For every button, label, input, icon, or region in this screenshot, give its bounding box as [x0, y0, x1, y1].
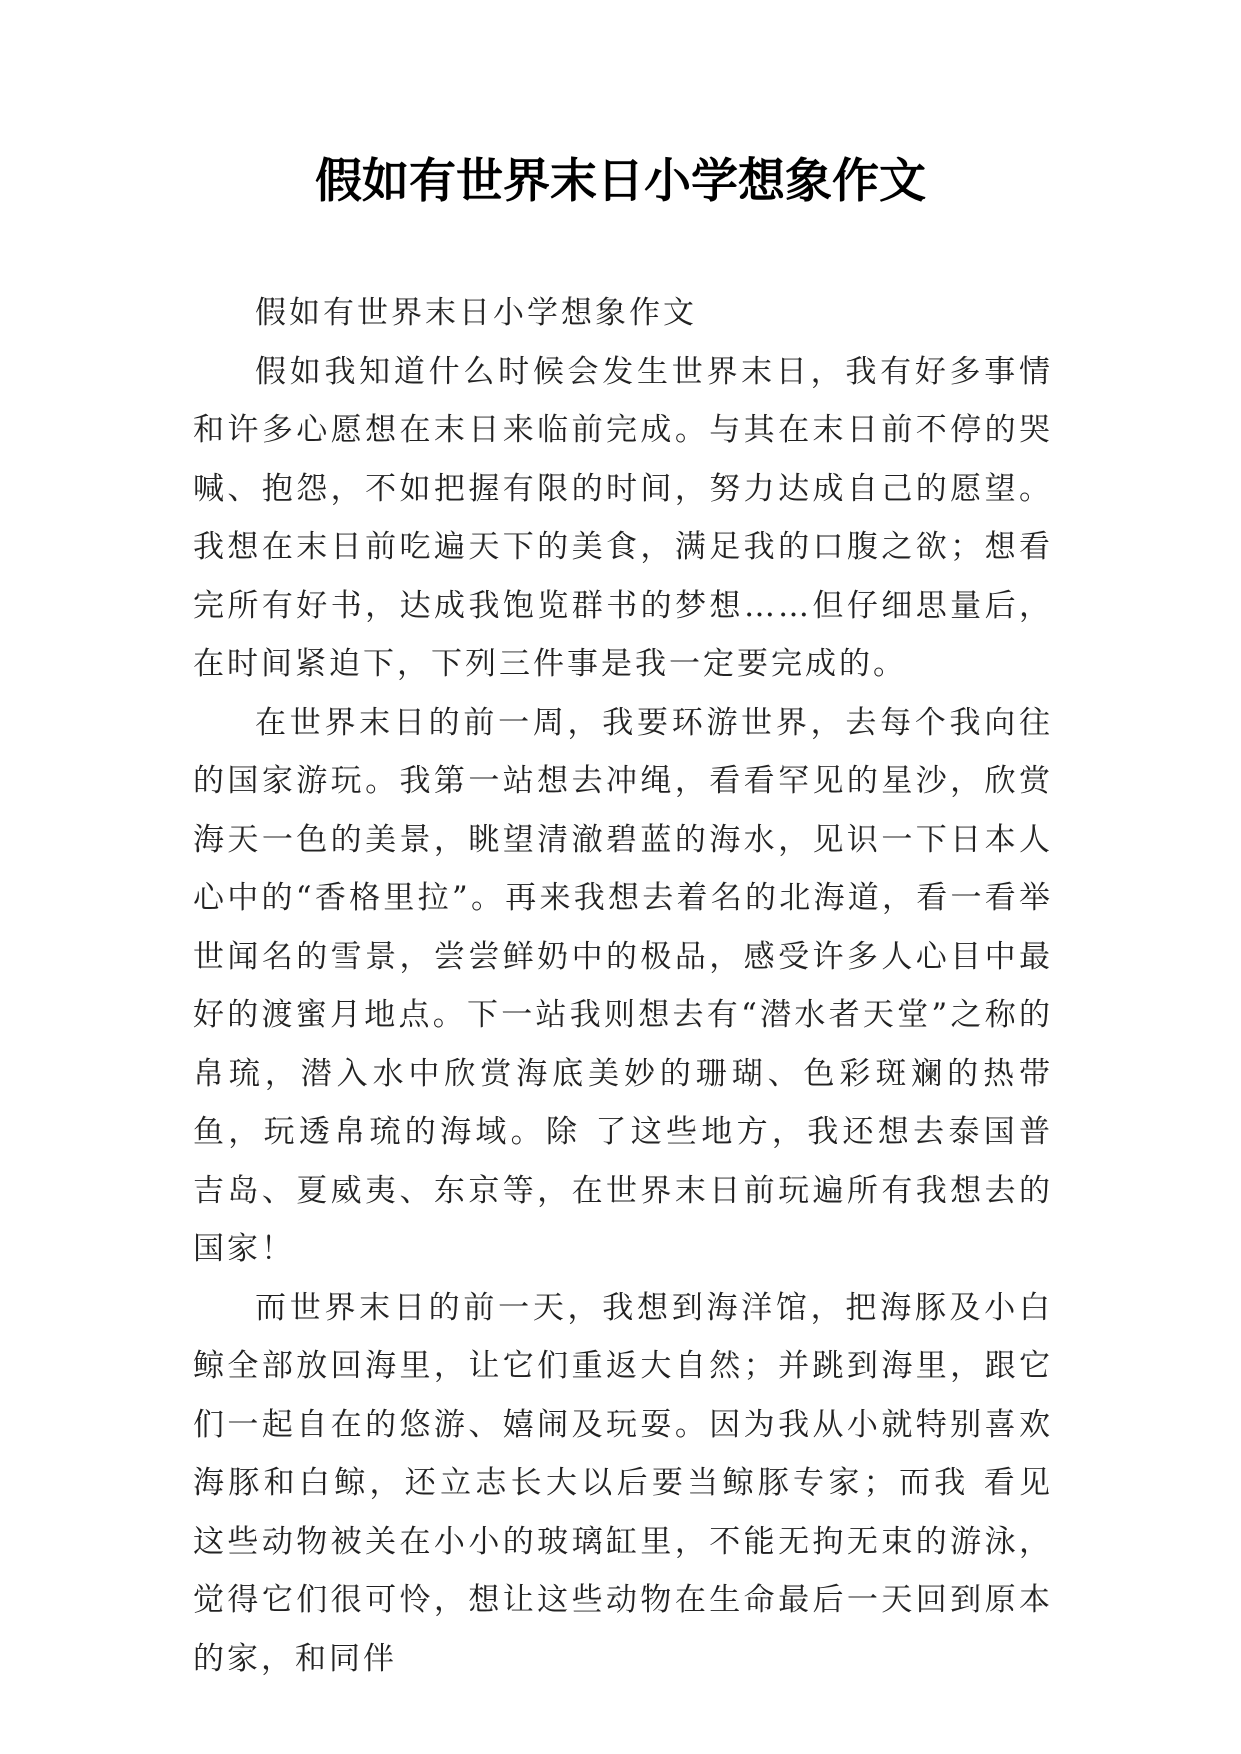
- paragraph-dolphins: 而世界末日的前一天，我想到海洋馆，把海豚及小白鲸全部放回海里，让它们重返大自然；并跳到海里，跟它们一起自在的悠游、嬉闹及玩耍。因为我从小就特别喜欢海豚和白鲸，还立志长大以后要当鲸豚专家；而我 看见这些动物被关在小小的玻璃缸里，不能无拘无束的游泳，觉得它们很可怜，想让这些动物在生命最后一天回到原本的家，和同伴: [193, 1289, 1053, 1677]
- document-body: [193, 284, 1053, 1688]
- paragraph-intro: 假如我知道什么时候会发生世界末日，我有好多事情和许多心愿想在末日来临前完成。与其在末日前不停的哭喊、抱怨，不如把握有限的时间，努力达成自己的愿望。我想在末日前吃遍天下的美食，满足我的口腹之欲；想看完所有好书，达成我饱览群书的梦想……但仔细思量后，在时间紧迫下，下列三件事是我一定要完成的。: [193, 353, 1053, 682]
- paragraph-travel: 在世界末日的前一周，我要环游世界，去每个我向往的国家游玩。我第一站想去冲绳，看看罕见的星沙，欣赏海天一色的美景，眺望清澈碧蓝的海水，见识一下日本人心中的“香格里拉”。再来我想去着名的北海道，看一看举世闻名的雪景，尝尝鲜奶中的极品，感受许多人心目中最好的渡蜜月地点。下一站我则想去有“潜水者天堂”之称的帛琉，潜入水中欣赏海底美妙的珊瑚、色彩斑斓的热带鱼，玩透帛琉的海域。除 了这些地方，我还想去泰国普吉岛、夏威夷、东京等，在世界末日前玩遍所有我想去的国家！: [193, 704, 1053, 1267]
- document-title: 假如有世界末日小学想象作文: [315, 154, 926, 209]
- paragraph-subtitle: 假如有世界末日小学想象作文: [255, 295, 697, 331]
